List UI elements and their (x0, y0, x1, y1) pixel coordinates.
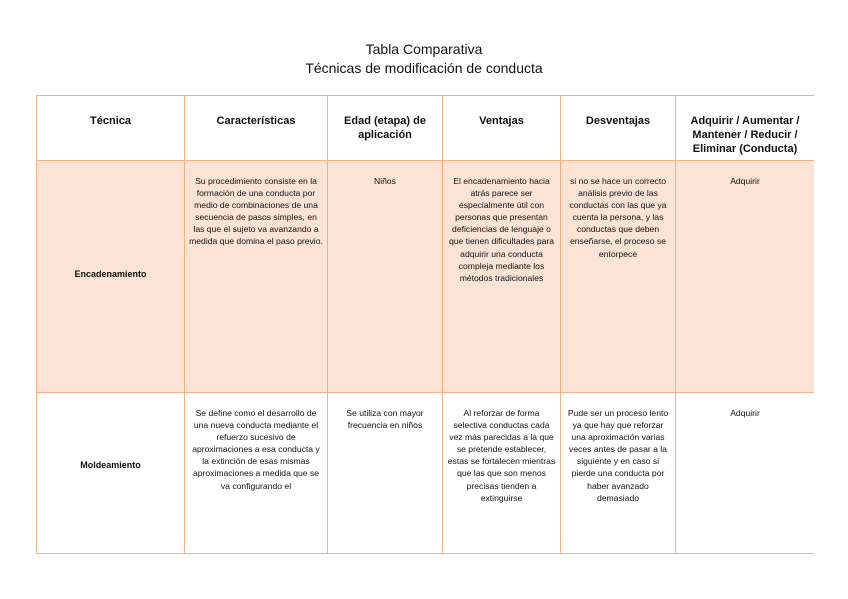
comparison-table (36, 95, 814, 554)
title-line-1: Tabla Comparativa (365, 41, 483, 57)
document-title (0, 40, 848, 78)
header-tecnica: Técnica (37, 96, 185, 161)
cell-ventajas: Al reforzar de forma selectiva conductas cada vez más parecidas a la que se pretende establecer, estas se fortalecen mientras que las que son menos precisas tienden a extinguirse (443, 393, 561, 555)
cell-desventajas: si no se hace un correcto análisis previo de las conductas con las que ya cuenta la persona, y las conductas que deben enseñarse, el proceso se entorpece (561, 161, 676, 393)
cell-caracteristicas: Su procedimiento consiste en la formación de una conducta por medio de combinaciones de una secuencia de pasos simples, en las que el sujeto va avanzando a medida que domina el paso previo. (185, 161, 328, 393)
comparison-table-container (36, 95, 814, 554)
cell-edad: Niños (328, 161, 443, 393)
header-row (37, 96, 815, 161)
header-desventajas: Desventajas (561, 96, 676, 161)
cell-tecnica: Moldeamiento (37, 393, 185, 555)
title-line-2: Técnicas de modificación de conducta (305, 60, 543, 76)
cell-tecnica: Encadenamiento (37, 161, 185, 393)
header-conducta: Adquirir / Aumentar / Mantener / Reducir / Eliminar (Conducta) (676, 96, 815, 161)
header-edad: Edad (etapa) de aplicación (328, 96, 443, 161)
cell-conducta: Adquirir (676, 161, 815, 393)
cell-conducta: Adquirir (676, 393, 815, 555)
cell-edad: Se utiliza con mayor frecuencia en niños (328, 393, 443, 555)
cell-ventajas: El encadenamiento hacia atrás parece ser especialmente útil con personas que presentan deficiencias de lenguaje o que tienen dificultades para adquirir una conducta compleja mediante los métodos tradicionales (443, 161, 561, 393)
table-row (37, 161, 815, 393)
header-caracteristicas: Características (185, 96, 328, 161)
table-row (37, 393, 815, 555)
cell-caracteristicas: Se define como el desarrollo de una nueva conducta mediante el refuerzo sucesivo de aproximaciones a esa conducta y la extinción de esas mismas aproximaciones a medida que se va configurando el (185, 393, 328, 555)
header-ventajas: Ventajas (443, 96, 561, 161)
cell-desventajas: Pude ser un proceso lento ya que hay que reforzar una aproximación varias veces antes de pasar a la siguiente y en caso si pierde una conducta por haber avanzado demasiado (561, 393, 676, 555)
